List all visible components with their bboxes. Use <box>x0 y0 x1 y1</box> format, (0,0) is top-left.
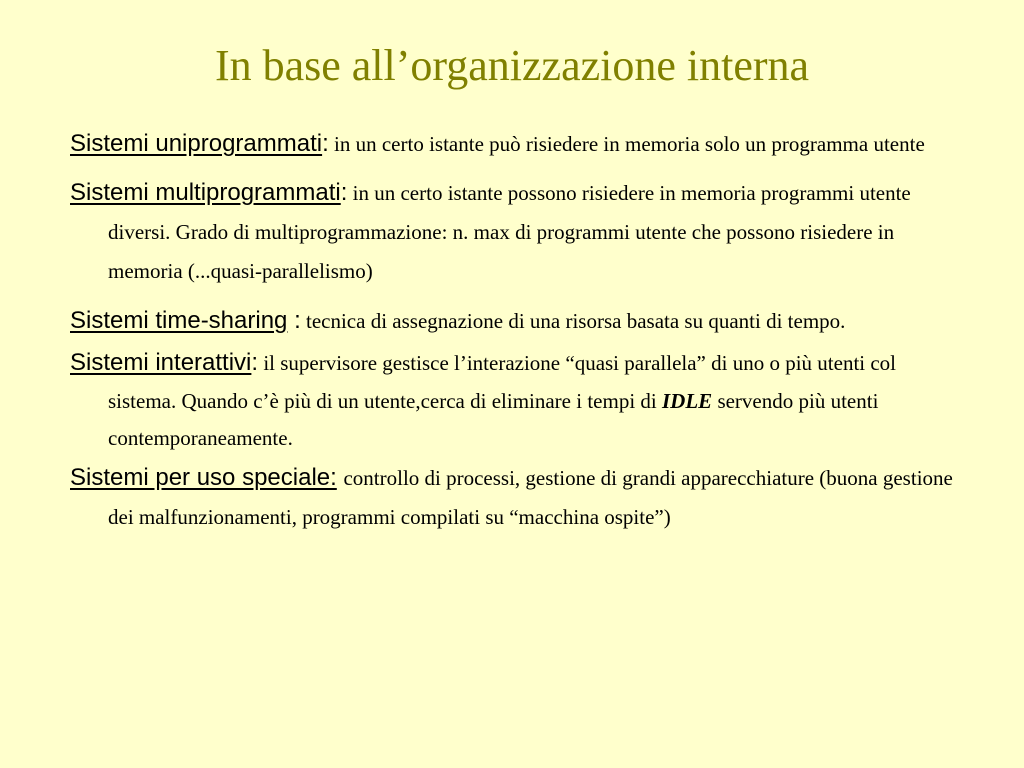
list-item-time-sharing <box>70 302 960 343</box>
description-interattivi-part1: il supervisore gestisce l’interazione “quasi parallela” di uno o più utenti col sistema. Quando c’è più di un utente,cerca di eliminare i tempi di <box>108 351 897 413</box>
term-separator: : <box>340 179 348 206</box>
description-uso-speciale: controllo di processi, gestione di grandi apparecchiature (buona gestione dei malfunzionamenti, programmi compilati su “macchina ospite”) <box>108 465 953 529</box>
slide-title: In base all’organizzazione interna <box>214 41 810 90</box>
term-separator: : <box>287 307 301 334</box>
term-multiprogrammati: Sistemi multiprogrammati <box>70 179 341 206</box>
description-uniprogrammati: in un certo istante può risiedere in memoria solo un programma utente <box>328 132 925 156</box>
term-separator: : <box>322 130 329 157</box>
description-multiprogrammati: in un certo istante possono risiedere in memoria programmi utente diversi. Grado di multiprogrammazione: n. max di programmi utente che possono risiedere in memoria (...quasi-parallelismo) <box>108 181 911 283</box>
term-interattivi: Sistemi interattivi <box>70 349 252 376</box>
term-uniprogrammati: Sistemi uniprogrammati <box>70 130 323 157</box>
list-item-uso-speciale <box>70 459 960 538</box>
term-separator: : <box>251 349 259 376</box>
term-time-sharing: Sistemi time-sharing <box>70 307 288 334</box>
description-interattivi-part2: servendo più utenti contemporaneamente. <box>108 388 879 450</box>
list-item-uniprogrammati <box>70 122 960 169</box>
list-item-multiprogrammati <box>70 175 960 292</box>
term-uso-speciale: Sistemi per uso speciale: <box>70 463 337 491</box>
list-item-interattivi <box>70 345 960 459</box>
description-time-sharing: tecnica di assegnazione di una risorsa basata su quanti di tempo. <box>300 309 846 333</box>
idle-emphasis: IDLE <box>662 388 713 413</box>
definition-list <box>70 122 960 538</box>
